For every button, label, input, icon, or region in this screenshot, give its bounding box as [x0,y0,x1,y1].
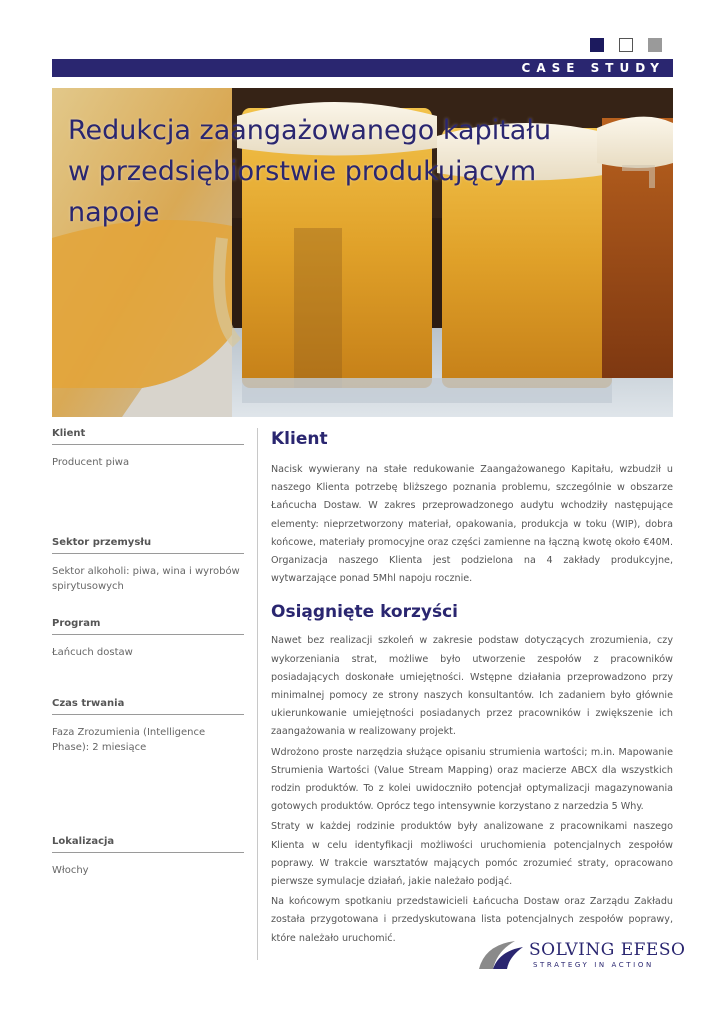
sidebar-section-industry [52,537,244,594]
header-square-grey [648,38,662,52]
sidebar-value: Faza Zrozumienia (Intelligence Phase): 2 miesiące [52,727,206,753]
sidebar-section-client [52,428,244,470]
benefits-paragraph-3: Straty w każdej rodzinie produktów były analizowane z pracownikami naszego Klienta w celu identyfikacji możliwości uruchomienia potencjalnych zespołów poprawy. W trakcie warsztatów mających pomóc zrozumieć straty, opracowano pierwsze symulacje działań, jakie należało podjąć. [271,821,673,888]
sidebar-section-location [52,836,244,878]
case-study-banner: CASE STUDY [52,59,673,77]
column-divider [257,428,258,960]
page-title [68,110,628,233]
logo-wordmark: SOLVING EFESO [529,940,686,960]
benefits-paragraph-1: Nawet bez realizacji szkoleń w zakresie podstaw dotyczących zrozumienia, czy wykorzeniania strat, możliwe było utworzenie zespołów z pracowników posiadających doskonałe umiejętności. Wstępne działania przeprowadzono przy minimalnej pomocy ze strony naszych konsultantów. Ich zadaniem było głównie ukierunkowanie umiejętności posiadanych przez pracowników i zwiększenie ich zaangażowania w realizowany projekt. [271,635,673,738]
benefits-heading: Osiągnięte korzyści [271,602,458,623]
main-content [271,428,673,948]
benefits-paragraph-2: Wdrożono proste narzędzia służące opisaniu strumienia wartości; m.in. Mapowanie Strumienia Wartości (Value Stream Mapping) oraz macierze ABCX dla wszystkich rodzin produktów. To z kolei uwidoczniło potencjał optymalizacji magazynowania gotowych produktów. Oprócz tego intensywnie korzystano z narzedzia 5 Why. [271,746,673,813]
sidebar-value: Producent piwa [52,457,130,468]
title-line-2: w przedsiębiorstwie produkującym [68,156,537,187]
sidebar-label: Klient [52,428,244,445]
sidebar-value: Łańcuch dostaw [52,647,133,658]
sidebar-label: Czas trwania [52,698,244,715]
hero-image [52,88,673,417]
client-paragraph: Nacisk wywierany na stałe redukowanie Zaangażowanego Kapitału, wzbudził u naszego Klienta potrzebę bliższego poznania problemu, szczególnie w obszarze Łańcucha Dostaw. W zakres przeprowadzonego audytu wchodziły następujące elementy: nieprzetworzony materiał, opakowania, produkcja w toku (WIP), dobra końcowe, materiały promocyjne oraz części zamienne na łączną kwotę około €40M. Organizacja naszego Klienta jest podzielona na 4 zakłady produkcyjne, wytwarzające ponad 5Mhl napoju rocznie. [271,464,673,585]
sidebar-label: Sektor przemysłu [52,537,244,554]
sidebar-section-duration [52,698,244,755]
client-heading: Klient [271,429,328,449]
header-square-outline [619,38,633,52]
title-line-3: napoje [68,197,160,228]
solving-efeso-logo [475,937,686,973]
sidebar-section-program [52,618,244,660]
sidebar-value: Włochy [52,865,89,876]
efeso-swoosh-icon [475,937,527,973]
sidebar-value: Sektor alkoholi: piwa, wina i wyrobów spirytusowych [52,566,240,592]
title-line-1: Redukcja zaangażowanego kapitału [68,115,552,146]
sidebar-label: Program [52,618,244,635]
header-square-dark [590,38,604,52]
sidebar-label: Lokalizacja [52,836,244,853]
logo-tagline: STRATEGY IN ACTION [533,961,654,969]
benefits-paragraph-4: Na końcowym spotkaniu przedstawicieli Łańcucha Dostaw oraz Zarządu Zakładu została przygotowana i przedyskutowana lista potencjalnych zespołów poprawy, które należało uruchomić. [271,896,673,944]
